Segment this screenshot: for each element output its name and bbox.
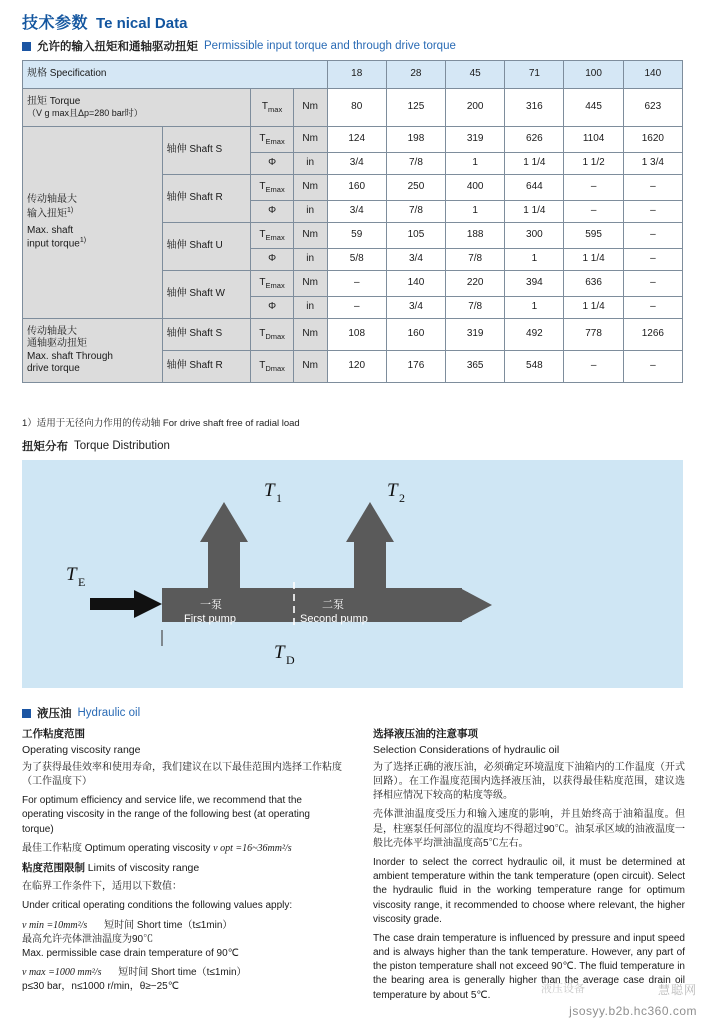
cell-u-emax-71: 300	[505, 223, 564, 249]
table-row	[23, 89, 683, 127]
cell-s-phi-18: 3/4	[327, 153, 386, 175]
cell-s-phi-45: 1	[446, 153, 505, 175]
oil-left-p2-formula: ν opt =16~36mm²/s	[213, 842, 292, 854]
oil-left-heading2-en: Limits of viscosity range	[87, 861, 200, 874]
row-sym-torque: $T_{max}$	[251, 89, 293, 127]
table-header-row	[23, 61, 683, 89]
cell-s-emax-100: 1104	[564, 127, 623, 153]
cell-w-phi-140: –	[623, 297, 682, 319]
cell-through-r-18: 120	[327, 351, 386, 383]
group-through-cn1: 传动轴最大	[27, 325, 77, 337]
cell-s-emax-18: 124	[327, 127, 386, 153]
row-label-torque-line1: 扭矩 Torque	[27, 95, 81, 107]
cell-w-emax-140: –	[623, 271, 682, 297]
group-label-input-torque	[23, 127, 163, 319]
cell-s-phi-71: 1 1/4	[505, 153, 564, 175]
row-sym-w-emax: $T_{Emax}$	[251, 271, 293, 297]
section-heading-oil-en: Hydraulic oil	[77, 707, 141, 719]
spec-table	[22, 60, 683, 383]
cell-u-emax-18: 59	[327, 223, 386, 249]
square-bullet-icon	[22, 42, 31, 51]
section-heading-oil-cn: 液压油	[37, 708, 72, 720]
cell-w-phi-28: 3/4	[386, 297, 445, 319]
header-size-18: 18	[327, 61, 386, 89]
group-input-en1: Max. shaft	[27, 224, 74, 236]
cell-torque-45: 200	[446, 89, 505, 127]
cell-r-emax-71: 644	[505, 175, 564, 201]
group-label-through-torque	[23, 319, 163, 383]
row-unit-u-phi: in	[293, 249, 327, 271]
row-sym-r-emax: $T_{Emax}$	[251, 175, 293, 201]
cell-torque-18: 80	[327, 89, 386, 127]
cell-torque-71: 316	[505, 89, 564, 127]
cell-u-emax-45: 188	[446, 223, 505, 249]
cell-w-phi-100: 1 1/4	[564, 297, 623, 319]
cell-r-emax-100: –	[564, 175, 623, 201]
cell-s-phi-100: 1 1/2	[564, 153, 623, 175]
cell-r-phi-100: –	[564, 201, 623, 223]
cell-u-phi-71: 1	[505, 249, 564, 271]
page-title-en: Te nical Data	[96, 15, 188, 32]
cell-u-emax-100: 595	[564, 223, 623, 249]
oil-left-p7: p≤30 bar，n≤1000 r/min，θ≥−25℃	[22, 981, 179, 993]
row-shaft-r: 轴伸 Shaft R	[162, 175, 251, 223]
cell-w-phi-45: 7/8	[446, 297, 505, 319]
header-size-71: 71	[505, 61, 564, 89]
svg-text:T: T	[387, 480, 398, 501]
oil-right-p1-cn: 为了选择正确的液压油，必须确定环境温度下油箱内的工作温度（开式回路）。在工作温度范围内选择液压油，以获得最佳粘度范围，建议选择相应情况下较高的粘度等级。	[373, 761, 685, 802]
row-sym-u-emax: $T_{Emax}$	[251, 223, 293, 249]
header-size-45: 45	[446, 61, 505, 89]
row-shaft-u: 轴伸 Shaft U	[162, 223, 251, 271]
group-input-cn2: 输入扭矩$^{1)}$	[27, 206, 74, 219]
row-unit-u-emax: Nm	[293, 223, 327, 249]
row-sym-through-r: $T_{Dmax}$	[251, 351, 293, 383]
oil-left-p2	[22, 842, 342, 856]
oil-left-p3-en: Under critical operating conditions the following values apply:	[22, 900, 293, 912]
row-label-torque-line2: （V g max且Δp=280 bar时）	[27, 108, 143, 119]
cell-u-phi-45: 7/8	[446, 249, 505, 271]
header-size-140: 140	[623, 61, 682, 89]
row-unit-torque: Nm	[293, 89, 327, 127]
cell-s-phi-140: 1 3/4	[623, 153, 682, 175]
cell-r-phi-45: 1	[446, 201, 505, 223]
cell-torque-28: 125	[386, 89, 445, 127]
oil-left-p4-formula: ν min =10mm²/s	[22, 919, 88, 931]
pump2-label-cn: 二泵	[322, 599, 344, 611]
cell-w-emax-18: –	[327, 271, 386, 297]
row-unit-r-emax: Nm	[293, 175, 327, 201]
oil-right-heading-cn: 选择液压油的注意事项	[373, 728, 478, 740]
pump1-label-en: First pump	[184, 613, 236, 625]
oil-left-heading2-cn: 粘度范围限制	[22, 861, 85, 874]
oil-right-p3-en: Inorder to select the correct hydraulic oil, it must be determined at ambient temperature within the tank temperature (open circuit). Select the hydraulic fluid in the working temperature range for optimum viscosity range, it recommended to choose where relevant, the higher viscosity grade.	[373, 856, 685, 925]
oil-right-heading-en: Selection Considerations of hydraulic oil	[373, 743, 560, 756]
oil-right-column	[373, 727, 685, 1008]
table-footnote: 1）适用于无径向力作用的传动轴 For drive shaft free of radial load	[22, 418, 300, 429]
cell-through-s-100: 778	[564, 319, 623, 351]
row-through-shaft-s: 轴伸 Shaft S	[162, 319, 251, 351]
section-heading-oil	[22, 705, 140, 721]
cell-w-emax-45: 220	[446, 271, 505, 297]
oil-left-p2-en: Optimum operating viscosity	[84, 842, 211, 854]
cell-through-r-28: 176	[386, 351, 445, 383]
oil-left-p4	[22, 919, 342, 933]
oil-left-p6-text: 短时间 Short time（t≤1min）	[118, 967, 247, 979]
cell-through-r-140: –	[623, 351, 682, 383]
cell-r-phi-28: 7/8	[386, 201, 445, 223]
svg-text:T: T	[274, 642, 285, 663]
row-sym-u-phi: Φ	[251, 249, 293, 271]
cell-u-emax-28: 105	[386, 223, 445, 249]
cell-s-emax-45: 319	[446, 127, 505, 153]
row-unit-s-emax: Nm	[293, 127, 327, 153]
cell-u-emax-140: –	[623, 223, 682, 249]
oil-left-p6	[22, 966, 342, 980]
watermark-url: jsosyy.b2b.hc360.com	[569, 1004, 697, 1018]
oil-left-p2-cn: 最佳工作粘度	[22, 842, 82, 854]
row-shaft-w: 轴伸 Shaft W	[162, 271, 251, 319]
cell-r-phi-18: 3/4	[327, 201, 386, 223]
section-heading-distribution-cn: 扭矩分布	[22, 441, 68, 453]
section-heading-torque-cn: 允许的输入扭矩和通轴驱动扭矩	[37, 41, 198, 53]
torque-distribution-diagram	[22, 460, 683, 688]
row-unit-w-phi: in	[293, 297, 327, 319]
row-unit-through-s: Nm	[293, 319, 327, 351]
oil-left-p4-text: 短时间 Short time（t≤1min）	[104, 919, 233, 931]
row-sym-r-phi: Φ	[251, 201, 293, 223]
oil-left-p1-en: For optimum efficiency and service life, we recommend that the operating viscosity in the range of the following best (at operating torque)	[22, 795, 310, 835]
row-unit-w-emax: Nm	[293, 271, 327, 297]
cell-through-s-18: 108	[327, 319, 386, 351]
oil-left-p3-cn: 在临界工作条件下，适用以下数值：	[22, 881, 182, 893]
row-sym-through-s: $T_{Dmax}$	[251, 319, 293, 351]
header-spec-cell	[23, 61, 328, 89]
watermark-brand: 慧聪网	[657, 983, 697, 997]
page-title	[22, 10, 187, 33]
group-input-en2: input torque$^{1)}$	[27, 237, 87, 250]
cell-s-phi-28: 7/8	[386, 153, 445, 175]
cell-torque-140: 623	[623, 89, 682, 127]
oil-left-heading-cn: 工作粘度范围	[22, 728, 85, 740]
cell-w-phi-71: 1	[505, 297, 564, 319]
cell-w-emax-71: 394	[505, 271, 564, 297]
cell-through-s-28: 160	[386, 319, 445, 351]
cell-r-phi-71: 1 1/4	[505, 201, 564, 223]
section-heading-distribution-en: Torque Distribution	[74, 440, 170, 452]
cell-w-phi-18: –	[327, 297, 386, 319]
oil-left-p5-cn: 最高允许壳体泄油温度为90℃	[22, 933, 154, 945]
cell-torque-100: 445	[564, 89, 623, 127]
oil-left-p1-cn: 为了获得最佳效率和使用寿命，我们建议在以下最佳范围内选择工作粘度（工作温度下）	[22, 761, 342, 787]
oil-right-p4-en: The case drain temperature is influenced by pressure and input speed and is always higher than the tank temperature. However, any part of the piston temperature shall not exceed 90℃. The fluid temperature in the bearing area is generally higher than the average case drain oil temperature by about 5℃.	[373, 932, 685, 1001]
section-heading-distribution	[22, 438, 170, 454]
header-size-28: 28	[386, 61, 445, 89]
table-row	[23, 319, 683, 351]
cell-u-phi-100: 1 1/4	[564, 249, 623, 271]
group-through-cn2: 通轴驱动扭矩	[27, 338, 87, 349]
cell-s-emax-71: 626	[505, 127, 564, 153]
svg-text:T: T	[264, 480, 275, 501]
pump1-label-cn: 一泵	[200, 599, 222, 611]
row-unit-through-r: Nm	[293, 351, 327, 383]
table-row	[23, 127, 683, 153]
cell-r-emax-18: 160	[327, 175, 386, 201]
header-size-100: 100	[564, 61, 623, 89]
row-shaft-s: 轴伸 Shaft S	[162, 127, 251, 175]
cell-through-s-140: 1266	[623, 319, 682, 351]
cell-u-phi-28: 3/4	[386, 249, 445, 271]
svg-text:2: 2	[399, 491, 405, 505]
cell-r-phi-140: –	[623, 201, 682, 223]
oil-left-p5-en: Max. permissible case drain temperature of 90℃	[22, 947, 239, 959]
row-sym-s-emax: $T_{Emax}$	[251, 127, 293, 153]
cell-through-r-71: 548	[505, 351, 564, 383]
cell-u-phi-18: 5/8	[327, 249, 386, 271]
cell-r-emax-45: 400	[446, 175, 505, 201]
row-unit-s-phi: in	[293, 153, 327, 175]
cell-r-emax-28: 250	[386, 175, 445, 201]
page-title-cn: 技术参数	[22, 15, 89, 32]
cell-through-r-45: 365	[446, 351, 505, 383]
cell-through-s-71: 492	[505, 319, 564, 351]
svg-text:D: D	[286, 653, 295, 667]
header-spec-cn: 规格	[27, 68, 47, 80]
oil-left-column	[22, 727, 342, 994]
cell-w-emax-28: 140	[386, 271, 445, 297]
watermark-secondary: 液压设备	[541, 983, 585, 995]
row-through-shaft-r: 轴伸 Shaft R	[162, 351, 251, 383]
oil-left-heading-en: Operating viscosity range	[22, 743, 141, 756]
spec-table-wrapper	[22, 60, 683, 383]
row-sym-w-phi: Φ	[251, 297, 293, 319]
cell-w-emax-100: 636	[564, 271, 623, 297]
header-spec-en: Specification	[49, 68, 107, 80]
cell-through-r-100: –	[564, 351, 623, 383]
cell-u-phi-140: –	[623, 249, 682, 271]
row-label-torque	[23, 89, 251, 127]
cell-s-emax-140: 1620	[623, 127, 682, 153]
section-heading-torque	[22, 38, 456, 54]
oil-right-p2-cn: 壳体泄油温度受压力和输入速度的影响，并且始终高于油箱温度。但是，柱塞泵任何部位的温度均不得超过90℃。油泵承区域的油液温度一般比壳体平均泄油温度高5℃左右。	[373, 809, 685, 849]
group-input-cn1: 传动轴最大	[27, 194, 77, 206]
cell-r-emax-140: –	[623, 175, 682, 201]
svg-text:1: 1	[276, 491, 282, 505]
row-sym-s-phi: Φ	[251, 153, 293, 175]
cell-s-emax-28: 198	[386, 127, 445, 153]
group-through-en1: Max. shaft Through	[27, 350, 113, 362]
row-unit-r-phi: in	[293, 201, 327, 223]
svg-text:E: E	[78, 575, 86, 589]
square-bullet-icon	[22, 709, 31, 718]
section-heading-torque-en: Permissible input torque and through drive torque	[204, 40, 456, 52]
pump2-label-en: Second pump	[300, 613, 368, 625]
cell-through-s-45: 319	[446, 319, 505, 351]
group-through-en2: drive torque	[27, 363, 80, 374]
svg-text:T: T	[66, 564, 77, 585]
oil-left-p6-formula: ν max =1000 mm²/s	[22, 967, 102, 979]
